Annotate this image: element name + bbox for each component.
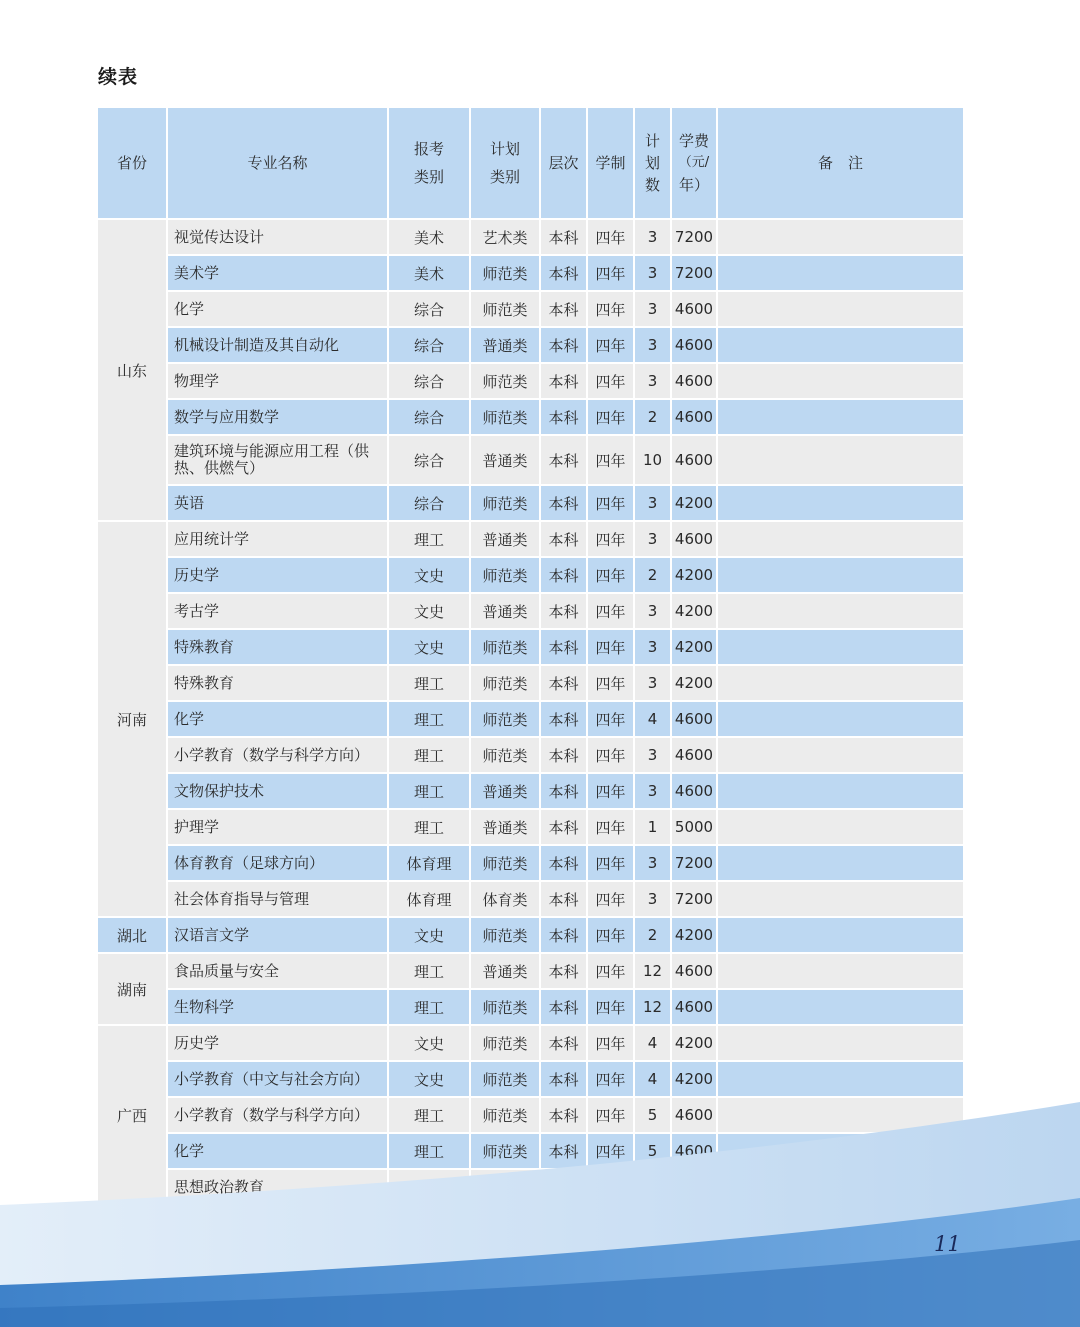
cell-remarks (718, 918, 963, 954)
cell-tuition: 7200 (672, 220, 718, 256)
cell-exam-type: 理工 (389, 738, 471, 774)
cell-plan-count: 4 (635, 702, 672, 738)
cell-tuition: 7200 (672, 846, 718, 882)
cell-level: 本科 (541, 364, 588, 400)
cell-remarks (718, 882, 963, 918)
cell-duration: 四年 (588, 486, 635, 522)
cell-level: 本科 (541, 738, 588, 774)
cell-level: 本科 (541, 666, 588, 702)
cell-remarks (718, 364, 963, 400)
cell-plan-type: 师范类 (471, 1134, 541, 1170)
cell-duration: 四年 (588, 774, 635, 810)
cell-level: 本科 (541, 1026, 588, 1062)
cell-exam-type: 综合 (389, 400, 471, 436)
header-plan-type-line1: 计划 (489, 140, 520, 158)
cell-exam-type: 理工 (389, 990, 471, 1026)
cell-remarks (718, 810, 963, 846)
cell-level: 本科 (541, 882, 588, 918)
cell-plan-count: 4 (635, 1026, 672, 1062)
cell-remarks (718, 846, 963, 882)
table-row (98, 400, 963, 436)
cell-level: 本科 (541, 400, 588, 436)
table-row (98, 630, 963, 666)
cell-duration: 四年 (588, 256, 635, 292)
cell-major: 视觉传达设计 (168, 220, 389, 256)
cell-major: 文物保护技术 (168, 774, 389, 810)
table-row (98, 328, 963, 364)
cell-duration: 四年 (588, 666, 635, 702)
cell-duration: 四年 (588, 400, 635, 436)
cell-plan-type: 普通类 (471, 328, 541, 364)
cell-duration: 四年 (588, 918, 635, 954)
cell-major: 历史学 (168, 1026, 389, 1062)
cell-plan-type: 普通类 (471, 774, 541, 810)
cell-duration: 四年 (588, 220, 635, 256)
table-row (98, 220, 963, 256)
cell-tuition: 4600 (672, 954, 718, 990)
cell-major: 小学教育（中文与社会方向） (168, 1062, 389, 1098)
cell-plan-count: 12 (635, 954, 672, 990)
cell-plan-count: 3 (635, 666, 672, 702)
bottom-wave-decoration (0, 1080, 1080, 1327)
cell-tuition: 4600 (672, 292, 718, 328)
table-row (98, 990, 963, 1026)
table-row (98, 436, 963, 486)
cell-major: 应用统计学 (168, 522, 389, 558)
cell-exam-type: 体育理 (389, 882, 471, 918)
cell-plan-count: 3 (635, 738, 672, 774)
cell-exam-type: 美术 (389, 256, 471, 292)
page-number: 11 (934, 1232, 961, 1256)
header-plan-count-line2: 划 (644, 154, 660, 172)
table-row (98, 738, 963, 774)
cell-remarks (718, 256, 963, 292)
cell-tuition: 4600 (672, 702, 718, 738)
cell-remarks (718, 558, 963, 594)
cell-major: 小学教育（数学与科学方向） (168, 1098, 389, 1134)
table-row (98, 810, 963, 846)
cell-plan-count: 3 (635, 522, 672, 558)
cell-tuition: 4200 (672, 630, 718, 666)
cell-remarks (718, 954, 963, 990)
cell-duration: 四年 (588, 558, 635, 594)
cell-plan-count: 10 (635, 436, 672, 486)
cell-plan-count: 5 (635, 1134, 672, 1170)
cell-duration: 四年 (588, 954, 635, 990)
cell-tuition: 4200 (672, 666, 718, 702)
cell-exam-type: 理工 (389, 702, 471, 738)
table-row (98, 292, 963, 328)
cell-tuition: 4600 (672, 436, 718, 486)
cell-exam-type: 文史 (389, 1062, 471, 1098)
cell-exam-type: 文史 (389, 594, 471, 630)
cell-plan-count: 12 (635, 990, 672, 1026)
cell-province: 河南 (98, 522, 168, 918)
cell-major: 历史学 (168, 558, 389, 594)
cell-province: 湖北 (98, 918, 168, 954)
cell-duration: 四年 (588, 882, 635, 918)
cell-tuition: 4200 (672, 1026, 718, 1062)
cell-plan-type: 师范类 (471, 400, 541, 436)
cell-duration: 四年 (588, 846, 635, 882)
header-tuition (672, 108, 718, 220)
cell-duration: 四年 (588, 810, 635, 846)
cell-plan-type: 师范类 (471, 1062, 541, 1098)
cell-plan-type: 体育类 (471, 882, 541, 918)
cell-remarks (718, 630, 963, 666)
cell-major: 体育教育（足球方向） (168, 846, 389, 882)
cell-level: 本科 (541, 522, 588, 558)
cell-duration: 四年 (588, 702, 635, 738)
cell-level: 本科 (541, 292, 588, 328)
table-row (98, 486, 963, 522)
cell-tuition: 4600 (672, 400, 718, 436)
cell-duration: 四年 (588, 738, 635, 774)
header-level: 层次 (541, 108, 588, 220)
cell-exam-type: 文史 (389, 558, 471, 594)
cell-major: 特殊教育 (168, 630, 389, 666)
cell-major: 小学教育（数学与科学方向） (168, 738, 389, 774)
cell-tuition: 4600 (672, 522, 718, 558)
cell-plan-count: 3 (635, 220, 672, 256)
cell-level: 本科 (541, 328, 588, 364)
cell-exam-type: 体育理 (389, 846, 471, 882)
cell-plan-count: 3 (635, 292, 672, 328)
table-row (98, 666, 963, 702)
cell-plan-type: 普通类 (471, 436, 541, 486)
header-plan-type (471, 108, 541, 220)
cell-plan-type: 师范类 (471, 1026, 541, 1062)
header-plan-count (635, 108, 672, 220)
cell-major: 化学 (168, 702, 389, 738)
cell-level: 本科 (541, 436, 588, 486)
table-row (98, 522, 963, 558)
cell-exam-type: 综合 (389, 486, 471, 522)
cell-duration: 四年 (588, 1026, 635, 1062)
cell-plan-type: 师范类 (471, 558, 541, 594)
cell-exam-type: 综合 (389, 328, 471, 364)
cell-plan-count: 2 (635, 400, 672, 436)
cell-province: 广西 (98, 1026, 168, 1206)
cell-level: 本科 (541, 630, 588, 666)
cell-major: 考古学 (168, 594, 389, 630)
cell-level: 本科 (541, 558, 588, 594)
table-header-row (98, 108, 963, 220)
cell-remarks (718, 436, 963, 486)
cell-remarks (718, 400, 963, 436)
cell-remarks (718, 328, 963, 364)
header-exam-type-line1: 报考 (413, 140, 444, 158)
cell-duration: 四年 (588, 1062, 635, 1098)
cell-plan-count: 1 (635, 810, 672, 846)
cell-plan-type: 师范类 (471, 1098, 541, 1134)
cell-tuition: 4200 (672, 1062, 718, 1098)
cell-remarks (718, 774, 963, 810)
table-row (98, 882, 963, 918)
cell-plan-count: 5 (635, 1098, 672, 1134)
cell-remarks (718, 738, 963, 774)
cell-duration: 四年 (588, 1098, 635, 1134)
cell-level: 本科 (541, 954, 588, 990)
cell-plan-type: 师范类 (471, 918, 541, 954)
table-row (98, 1026, 963, 1062)
cell-remarks (718, 522, 963, 558)
header-major: 专业名称 (168, 108, 389, 220)
cell-remarks (718, 1026, 963, 1062)
cell-exam-type: 综合 (389, 436, 471, 486)
cell-plan-type: 艺术类 (471, 220, 541, 256)
header-tuition-line1: 学费 (678, 132, 709, 150)
cell-tuition: 4200 (672, 594, 718, 630)
table-row (98, 594, 963, 630)
cell-major: 特殊教育 (168, 666, 389, 702)
cell-exam-type: 文史 (389, 630, 471, 666)
cell-plan-count: 3 (635, 882, 672, 918)
cell-tuition: 4600 (672, 774, 718, 810)
cell-remarks (718, 702, 963, 738)
header-exam-type-line2: 类别 (413, 168, 444, 186)
cell-plan-type: 师范类 (471, 846, 541, 882)
cell-plan-type: 师范类 (471, 486, 541, 522)
cell-exam-type: 理工 (389, 522, 471, 558)
cell-level: 本科 (541, 256, 588, 292)
cell-tuition: 4600 (672, 1098, 718, 1134)
cell-exam-type: 理工 (389, 1098, 471, 1134)
cell-major: 社会体育指导与管理 (168, 882, 389, 918)
cell-level: 本科 (541, 702, 588, 738)
cell-tuition: 7200 (672, 882, 718, 918)
cell-tuition: 4200 (672, 558, 718, 594)
cell-level: 本科 (541, 810, 588, 846)
cell-level: 本科 (541, 846, 588, 882)
cell-major: 汉语言文学 (168, 918, 389, 954)
cell-plan-count: 2 (635, 558, 672, 594)
cell-duration: 四年 (588, 328, 635, 364)
table-row (98, 954, 963, 990)
cell-plan-type: 师范类 (471, 630, 541, 666)
cell-tuition: 4600 (672, 990, 718, 1026)
header-plan-count-line3: 数 (644, 176, 660, 194)
table-body (98, 220, 963, 1206)
cell-level: 本科 (541, 1062, 588, 1098)
cell-duration: 四年 (588, 364, 635, 400)
cell-major: 建筑环境与能源应用工程（供热、供燃气） (168, 436, 389, 486)
cell-plan-count: 3 (635, 846, 672, 882)
cell-plan-type: 师范类 (471, 666, 541, 702)
cell-duration: 四年 (588, 522, 635, 558)
cell-exam-type: 理工 (389, 666, 471, 702)
cell-plan-count: 3 (635, 630, 672, 666)
cell-tuition: 5000 (672, 810, 718, 846)
cell-major: 食品质量与安全 (168, 954, 389, 990)
cell-remarks (718, 666, 963, 702)
cell-plan-count: 3 (635, 328, 672, 364)
cell-major: 思想政治教育 (168, 1170, 389, 1206)
cell-remarks (718, 220, 963, 256)
cell-tuition: 4600 (672, 364, 718, 400)
cell-plan-type: 师范类 (471, 256, 541, 292)
header-remarks: 备 注 (718, 108, 963, 220)
cell-plan-count: 3 (635, 486, 672, 522)
page-heading: 续表 (98, 66, 139, 88)
header-duration: 学制 (588, 108, 635, 220)
cell-level: 本科 (541, 918, 588, 954)
cell-plan-type: 师范类 (471, 702, 541, 738)
cell-remarks (718, 292, 963, 328)
cell-remarks (718, 486, 963, 522)
cell-plan-count: 4 (635, 1062, 672, 1098)
cell-province: 山东 (98, 220, 168, 522)
cell-plan-type: 师范类 (471, 364, 541, 400)
cell-major: 化学 (168, 1134, 389, 1170)
cell-remarks (718, 990, 963, 1026)
table-row (98, 846, 963, 882)
cell-exam-type: 美术 (389, 220, 471, 256)
cell-major: 机械设计制造及其自动化 (168, 328, 389, 364)
cell-exam-type: 理工 (389, 810, 471, 846)
cell-duration: 四年 (588, 436, 635, 486)
cell-level: 本科 (541, 1134, 588, 1170)
table-row (98, 774, 963, 810)
cell-exam-type: 理工 (389, 774, 471, 810)
cell-level: 本科 (541, 1098, 588, 1134)
cell-major: 化学 (168, 292, 389, 328)
header-exam-type (389, 108, 471, 220)
table-row (98, 558, 963, 594)
cell-plan-count: 3 (635, 594, 672, 630)
cell-major: 生物科学 (168, 990, 389, 1026)
cell-level: 本科 (541, 990, 588, 1026)
cell-tuition: 4200 (672, 486, 718, 522)
header-tuition-line2: （元/ (678, 155, 710, 170)
cell-plan-type: 师范类 (471, 738, 541, 774)
cell-plan-count: 3 (635, 774, 672, 810)
cell-exam-type: 理工 (389, 1134, 471, 1170)
cell-plan-type: 师范类 (471, 292, 541, 328)
cell-exam-type: 文史 (389, 1026, 471, 1062)
cell-major: 护理学 (168, 810, 389, 846)
table-row (98, 702, 963, 738)
cell-plan-count: 2 (635, 918, 672, 954)
admissions-table-wrapper (98, 108, 963, 1206)
admissions-plan-table (98, 108, 963, 1206)
cell-tuition: 4600 (672, 328, 718, 364)
cell-duration: 四年 (588, 292, 635, 328)
cell-tuition: 4600 (672, 738, 718, 774)
header-tuition-line3: 年） (678, 176, 709, 194)
cell-major: 物理学 (168, 364, 389, 400)
cell-level: 本科 (541, 594, 588, 630)
cell-exam-type: 综合 (389, 364, 471, 400)
cell-plan-type: 普通类 (471, 954, 541, 990)
cell-duration: 四年 (588, 990, 635, 1026)
cell-level: 本科 (541, 774, 588, 810)
cell-plan-count: 3 (635, 256, 672, 292)
table-row (98, 256, 963, 292)
cell-major: 数学与应用数学 (168, 400, 389, 436)
cell-duration: 四年 (588, 1134, 635, 1170)
cell-level: 本科 (541, 486, 588, 522)
table-row (98, 918, 963, 954)
cell-plan-count: 3 (635, 364, 672, 400)
cell-tuition: 4600 (672, 1134, 718, 1170)
cell-tuition: 7200 (672, 256, 718, 292)
cell-plan-type: 普通类 (471, 594, 541, 630)
cell-exam-type: 文史 (389, 918, 471, 954)
cell-plan-type: 师范类 (471, 990, 541, 1026)
header-province: 省份 (98, 108, 168, 220)
cell-exam-type: 理工 (389, 954, 471, 990)
cell-major: 美术学 (168, 256, 389, 292)
cell-exam-type: 综合 (389, 292, 471, 328)
header-plan-type-line2: 类别 (489, 168, 520, 186)
cell-duration: 四年 (588, 630, 635, 666)
cell-plan-type: 普通类 (471, 810, 541, 846)
cell-province: 湖南 (98, 954, 168, 1026)
cell-duration: 四年 (588, 594, 635, 630)
table-row (98, 364, 963, 400)
header-plan-count-line1: 计 (644, 132, 660, 150)
cell-level: 本科 (541, 220, 588, 256)
cell-plan-type: 普通类 (471, 522, 541, 558)
cell-remarks (718, 594, 963, 630)
cell-major: 英语 (168, 486, 389, 522)
cell-tuition: 4200 (672, 918, 718, 954)
